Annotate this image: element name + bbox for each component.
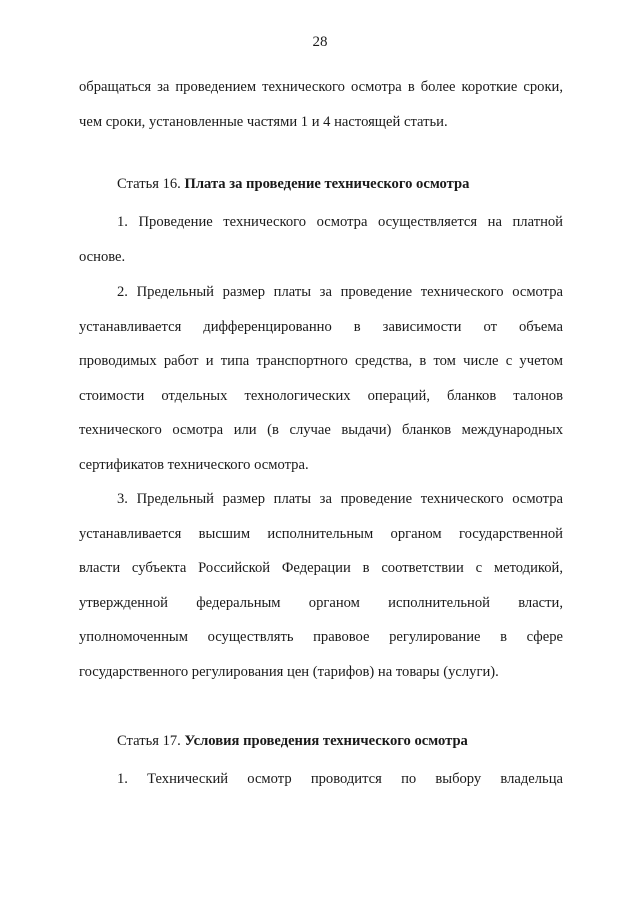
text-line: проводимых работ и типа транспортного средства, в том числе с учетом (79, 353, 563, 369)
text-line: устанавливается дифференцированно в зависимости от объема (79, 318, 563, 335)
continuation-paragraph (79, 70, 563, 139)
text-line: 3. Предельный размер платы за проведение технического осмотра (117, 491, 563, 507)
text-line: государственного регулирования цен (тарифов) на товары (услуги). (79, 663, 499, 680)
article-17-label: Статья 17. (117, 733, 181, 749)
text-line: основе. (79, 248, 126, 265)
text-line: сертификатов технического осмотра. (79, 456, 309, 473)
article-16-title: Плата за проведение технического осмотра (184, 176, 470, 192)
text-line: 1. Технический осмотр проводится по выбору владельца (117, 771, 563, 787)
text-line: 1. Проведение технического осмотра осуществляется на платной (117, 214, 563, 230)
text-line: чем сроки, установленные частями 1 и 4 настоящей статьи. (79, 113, 448, 130)
text-line: технического осмотра или (в случае выдачи) бланков международных (79, 422, 563, 438)
text-line: утвержденной федеральным органом исполнительной власти, (79, 594, 563, 611)
article-16-paragraph-3 (79, 482, 563, 689)
article-16-paragraph-1 (79, 205, 563, 274)
article-16-label: Статья 16. (117, 176, 181, 192)
article-16-paragraph-2 (79, 275, 563, 482)
text-line: устанавливается высшим исполнительным органом государственной (79, 525, 563, 542)
text-line: власти субъекта Российской Федерации в соответствии с методикой, (79, 560, 563, 576)
article-17-paragraph-1 (79, 762, 563, 797)
text-line: стоимости отдельных технологических операций, бланков талонов (79, 387, 563, 404)
text-line: 2. Предельный размер платы за проведение технического осмотра (117, 284, 563, 300)
article-17-title: Условия проведения технического осмотра (184, 733, 468, 749)
text-line: уполномоченным осуществлять правовое регулирование в сфере (79, 629, 563, 645)
article-17-heading (79, 733, 601, 750)
page-number: 28 (312, 34, 328, 50)
article-16-heading (79, 176, 601, 193)
text-line: обращаться за проведением технического осмотра в более короткие сроки, (79, 79, 563, 95)
